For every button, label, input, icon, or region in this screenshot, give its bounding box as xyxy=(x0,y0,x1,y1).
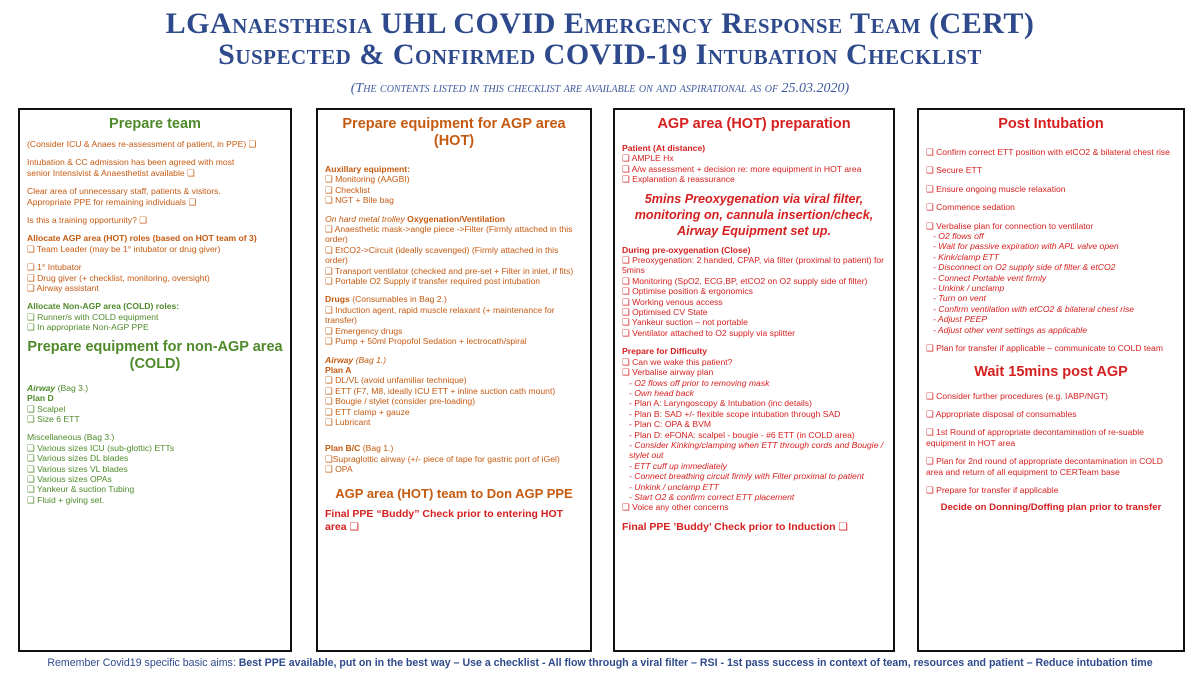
panel-heading-cold: Prepare equipment for non-AGP area (COLD) xyxy=(27,338,283,372)
checklist-item: ❑Supraglottic airway (+/- piece of tape for gastric port of iGel) xyxy=(325,453,560,464)
section-label: During pre-oxygenation (Close) xyxy=(622,244,751,255)
checklist-item: ❑ Pump + 50ml Propofol Sedation + lectrocath/spiral xyxy=(325,336,527,347)
checklist-item: ❑ Voice any other concerns xyxy=(622,502,729,513)
checklist-item: ❑ Scalpel xyxy=(27,403,66,414)
checklist-item: ❑ Bougie / stylet (consider pre-loading) xyxy=(325,396,476,407)
checklist-item: ❑ Verbalise airway plan xyxy=(622,367,714,378)
checklist-item: ❑ Transport ventilator (checked and pre-set + Filter in inlet, if fits) xyxy=(325,265,574,276)
panel-heading-wait: Wait 15mins post AGP xyxy=(974,363,1128,380)
checklist-subitem: - Plan C: OPA & BVM xyxy=(629,419,711,430)
panel-heading: Post Intubation xyxy=(998,116,1104,132)
checklist-item: ❑ Runner/s with COLD equipment xyxy=(27,311,159,322)
checklist-item: ❑ Plan for 2nd round of appropriate decontamination in COLD area and return of all equipment to CERTeam base xyxy=(926,456,1164,477)
checklist-subitem: - Plan D: eFONA: scalpel - bougie - #6 ETT (in COLD area) xyxy=(629,429,855,440)
checklist-subitem: - Confirm ventilation with etCO2 & bilateral chest rise xyxy=(933,303,1135,314)
checklist-item: ❑ Portable O2 Supply if transfer required post intubation xyxy=(325,276,541,287)
checklist-item: ❑ Optimised CV State xyxy=(622,307,708,318)
checklist-item: ❑ Induction agent, rapid muscle relaxant (+ maintenance for transfer) xyxy=(325,304,555,326)
checklist-subitem: - Turn on vent xyxy=(933,293,986,304)
checklist-item: ❑ Team Leader (may be 1° intubator or drug giver) xyxy=(27,243,221,254)
section-label: Airway xyxy=(325,354,354,365)
checklist-item: (Consider ICU & Anaes re-assessment of patient, in PPE) ❑ xyxy=(27,139,257,149)
checklist-item: ❑ Optimise position & ergonomics xyxy=(622,286,753,297)
checklist-subitem: - Kink/clamp ETT xyxy=(933,251,999,262)
section-label: On hard metal trolley xyxy=(325,213,405,224)
checklist-item: ❑ OPA xyxy=(325,464,353,475)
checklist-item: ❑ Secure ETT xyxy=(926,165,982,176)
bag-label: (Bag 1.) xyxy=(355,354,387,365)
final-check: Final PPE ’Buddy’ Check prior to Induction ❑ xyxy=(622,520,848,533)
checklist-item: ❑ Consider further procedures (e.g. IABP/NGT) xyxy=(926,390,1109,401)
checklist-item: ❑ AMPLE Hx xyxy=(622,153,674,164)
checklist-item: ❑ Various sizes DL blades xyxy=(27,453,129,464)
checklist-item: ❑ ETT (F7, M8, ideally ICU ETT + inline suction cath mount) xyxy=(325,385,556,396)
checklist-item: ❑ 1st Round of appropriate decontamination of re-suable equipment in HOT area xyxy=(926,427,1144,448)
checklist-item: ❑ Preoxygenation: 2 handed, CPAP, via filter (proximal to patient) for 5mins xyxy=(622,255,884,276)
checklist-item: Is this a training opportunity? ❑ xyxy=(27,215,147,226)
checklist-subitem: - Connect breathing circuit firmly with Filter proximal to patient xyxy=(629,471,864,482)
section-label: Auxillary equipment: xyxy=(325,164,410,174)
checklist-item: ❑ A/w assessment + decision re: more equipment in HOT area xyxy=(622,163,862,174)
panel-prepare-equipment-hot xyxy=(316,108,592,652)
final-check: Final PPE “Buddy” Check prior to entering HOT area ❑ xyxy=(325,507,564,533)
footer xyxy=(0,657,1200,669)
section-label: Plan A xyxy=(325,364,352,375)
checklist-item: ❑ Confirm correct ETT position with etCO2 & bilateral chest rise xyxy=(926,147,1170,157)
checklist-item: ❑ Plan for transfer if applicable – communicate to COLD team xyxy=(926,343,1163,354)
checklist-item: ❑ Drug giver (+ checklist, monitoring, oversight) xyxy=(27,272,210,283)
checklist-item: ❑ Explanation & reassurance xyxy=(622,174,735,185)
checklist-item: ❑ Size 6 ETT xyxy=(27,413,80,424)
checklist-subitem: - Start O2 & confirm correct ETT placement xyxy=(629,491,795,502)
section-label: Allocate AGP area (HOT) roles (based on HOT team of 3) xyxy=(27,233,257,244)
checklist-subitem: - Adjust other vent settings as applicable xyxy=(933,324,1087,335)
checklist-item: ❑ Working venous access xyxy=(622,296,723,307)
bag-label: (Consumables in Bag 2.) xyxy=(352,294,447,305)
section-label: Miscellaneous (Bag 3.) xyxy=(27,432,115,443)
checklist-item: ❑ Yankeur suction – not portable xyxy=(622,317,748,328)
checklist-item: ❑ NGT + Bile bag xyxy=(325,195,394,206)
checklist-item: ❑ Airway assistant xyxy=(27,283,99,294)
checklist-subitem: - O2 flows off prior to removing mask xyxy=(629,377,770,388)
title-line-2: Suspected & Confirmed COVID-19 Intubation Checklist xyxy=(218,38,982,71)
checklist-subitem: - Consider Kinking/clamping when ETT through cords and Bougie / stylet out xyxy=(629,439,884,461)
bag-label: (Bag 1.) xyxy=(362,443,394,454)
section-label: Oxygenation/Ventilation xyxy=(407,213,506,224)
section-label: Plan D xyxy=(27,393,54,404)
section-label: Plan B/C xyxy=(325,443,361,454)
checklist-subitem: - Plan B: SAD +/- flexible scope intubation through SAD xyxy=(629,408,841,419)
checklist-item: ❑ Monitoring (AAGBI) xyxy=(325,174,410,185)
checklist-item: ❑ Commence sedation xyxy=(926,202,1015,213)
panel-heading: Prepare team xyxy=(109,116,201,132)
checklist-item: ❑ Anaesthetic mask->angle piece ->Filter (Firmly attached in this order) xyxy=(325,224,573,245)
checklist-item: ❑ Verbalise plan for connection to ventilator xyxy=(926,220,1094,231)
checklist-item: Intubation & CC admission has been agreed with most xyxy=(27,157,235,168)
checklist-item: ❑ In appropriate Non-AGP PPE xyxy=(27,322,149,333)
checklist-item: ❑ EtCO2->Circuit (ideally scavenged) (Firmly attached in this order) xyxy=(325,244,559,266)
section-label: Prepare for Difficulty xyxy=(622,346,708,357)
checklist-subitem: - Adjust PEEP xyxy=(933,314,988,325)
checklist-subitem: - O2 flows off xyxy=(933,231,984,242)
checklist-item: Clear area of unnecessary staff, patients & visitors. xyxy=(27,186,221,197)
subtitle: (The contents listed in this checklist are available on and aspirational as of 25.03.2020) xyxy=(350,81,850,96)
checklist-item: ❑ Emergency drugs xyxy=(325,325,403,336)
checklist-item: ❑ Various sizes ICU (sub-glottic) ETTs xyxy=(27,442,174,453)
checklist-item: ❑ ETT clamp + gauze xyxy=(325,406,410,417)
footer-aims: Best PPE available, put on in the best way – Use a checklist - All flow through a viral filter – RSI - 1st pass success in context of team, resources and patient – Reduce intubation time xyxy=(238,657,1153,669)
checklist-item: ❑ Various sizes OPAs xyxy=(27,473,112,484)
checklist-item: ❑ Lubricant xyxy=(325,416,371,427)
panel-prepare-team xyxy=(18,108,292,652)
checklist-item: ❑ Monitoring (SpO2, ECG,BP, etCO2 on O2 supply side of filter) xyxy=(622,275,868,286)
checklist-subitem: - Own head back xyxy=(629,387,694,398)
section-label: Airway xyxy=(27,382,56,393)
footer-prefix: Remember Covid19 specific basic aims: xyxy=(47,657,239,669)
checklist-item: ❑ Can we wake this patient? xyxy=(622,356,733,367)
panel-heading: Prepare equipment for AGP area (HOT) xyxy=(342,116,566,149)
checklist-item: ❑ Ventilator attached to O2 supply via splitter xyxy=(622,327,795,338)
panel-agp-hot-preparation xyxy=(613,108,895,652)
donning-doffing-note: Decide on Donning/Doffing plan prior to transfer xyxy=(940,502,1162,514)
page-title xyxy=(0,8,1200,70)
don-ppe-heading: AGP area (HOT) team to Don AGP PPE xyxy=(335,485,573,501)
preoxygenation-banner: 5mins Preoxygenation via viral filter, monitoring on, cannula insertion/check, Airway Equipment set up. xyxy=(634,191,874,238)
checklist-item: ❑ DL/VL (avoid unfamiliar technique) xyxy=(325,375,467,386)
checklist-item: ❑ Fluid + giving set. xyxy=(27,494,105,505)
checklist-subitem: - Plan A: Laryngoscopy & Intubation (inc details) xyxy=(629,398,812,409)
checklist-item: ❑ Checklist xyxy=(325,184,370,195)
checklist-subitem: - Connect Portable vent firmly xyxy=(933,272,1047,283)
checklist-item: ❑ 1° Intubator xyxy=(27,262,82,273)
checklist-item: Appropriate PPE for remaining individuals ❑ xyxy=(27,196,197,207)
checklist-item: ❑ Prepare for transfer if applicable xyxy=(926,484,1059,495)
checklist-subitem: - Unkink / unclamp xyxy=(933,283,1005,294)
checklist-item: ❑ Appropriate disposal of consumables xyxy=(926,408,1077,419)
bag-label: (Bag 3.) xyxy=(57,382,89,393)
checklist-item: senior Intensivist & Anaesthetist available ❑ xyxy=(27,167,195,178)
checklist-subitem: - ETT cuff up immediately xyxy=(629,460,727,471)
panel-post-intubation xyxy=(917,108,1185,652)
checklist-subitem: - Unkink / unclamp ETT xyxy=(629,481,719,492)
title-line-1: LGAnaesthesia UHL COVID Emergency Response Team (CERT) xyxy=(165,7,1035,40)
checklist-item: ❑ Yankeur & suction Tubing xyxy=(27,484,135,495)
checklist-subitem: - Disconnect on O2 supply side of filter & etCO2 xyxy=(933,262,1116,273)
section-label: Patient (At distance) xyxy=(622,143,706,153)
panel-heading: AGP area (HOT) preparation xyxy=(657,116,851,132)
section-label: Drugs xyxy=(325,294,350,305)
section-label: Allocate Non-AGP area (COLD) roles: xyxy=(27,301,180,312)
checklist-item: ❑ Ensure ongoing muscle relaxation xyxy=(926,183,1066,194)
checklist-subitem: - Wait for passive expiration with APL valve open xyxy=(933,241,1119,252)
checklist-item: ❑ Various sizes VL blades xyxy=(27,463,128,474)
